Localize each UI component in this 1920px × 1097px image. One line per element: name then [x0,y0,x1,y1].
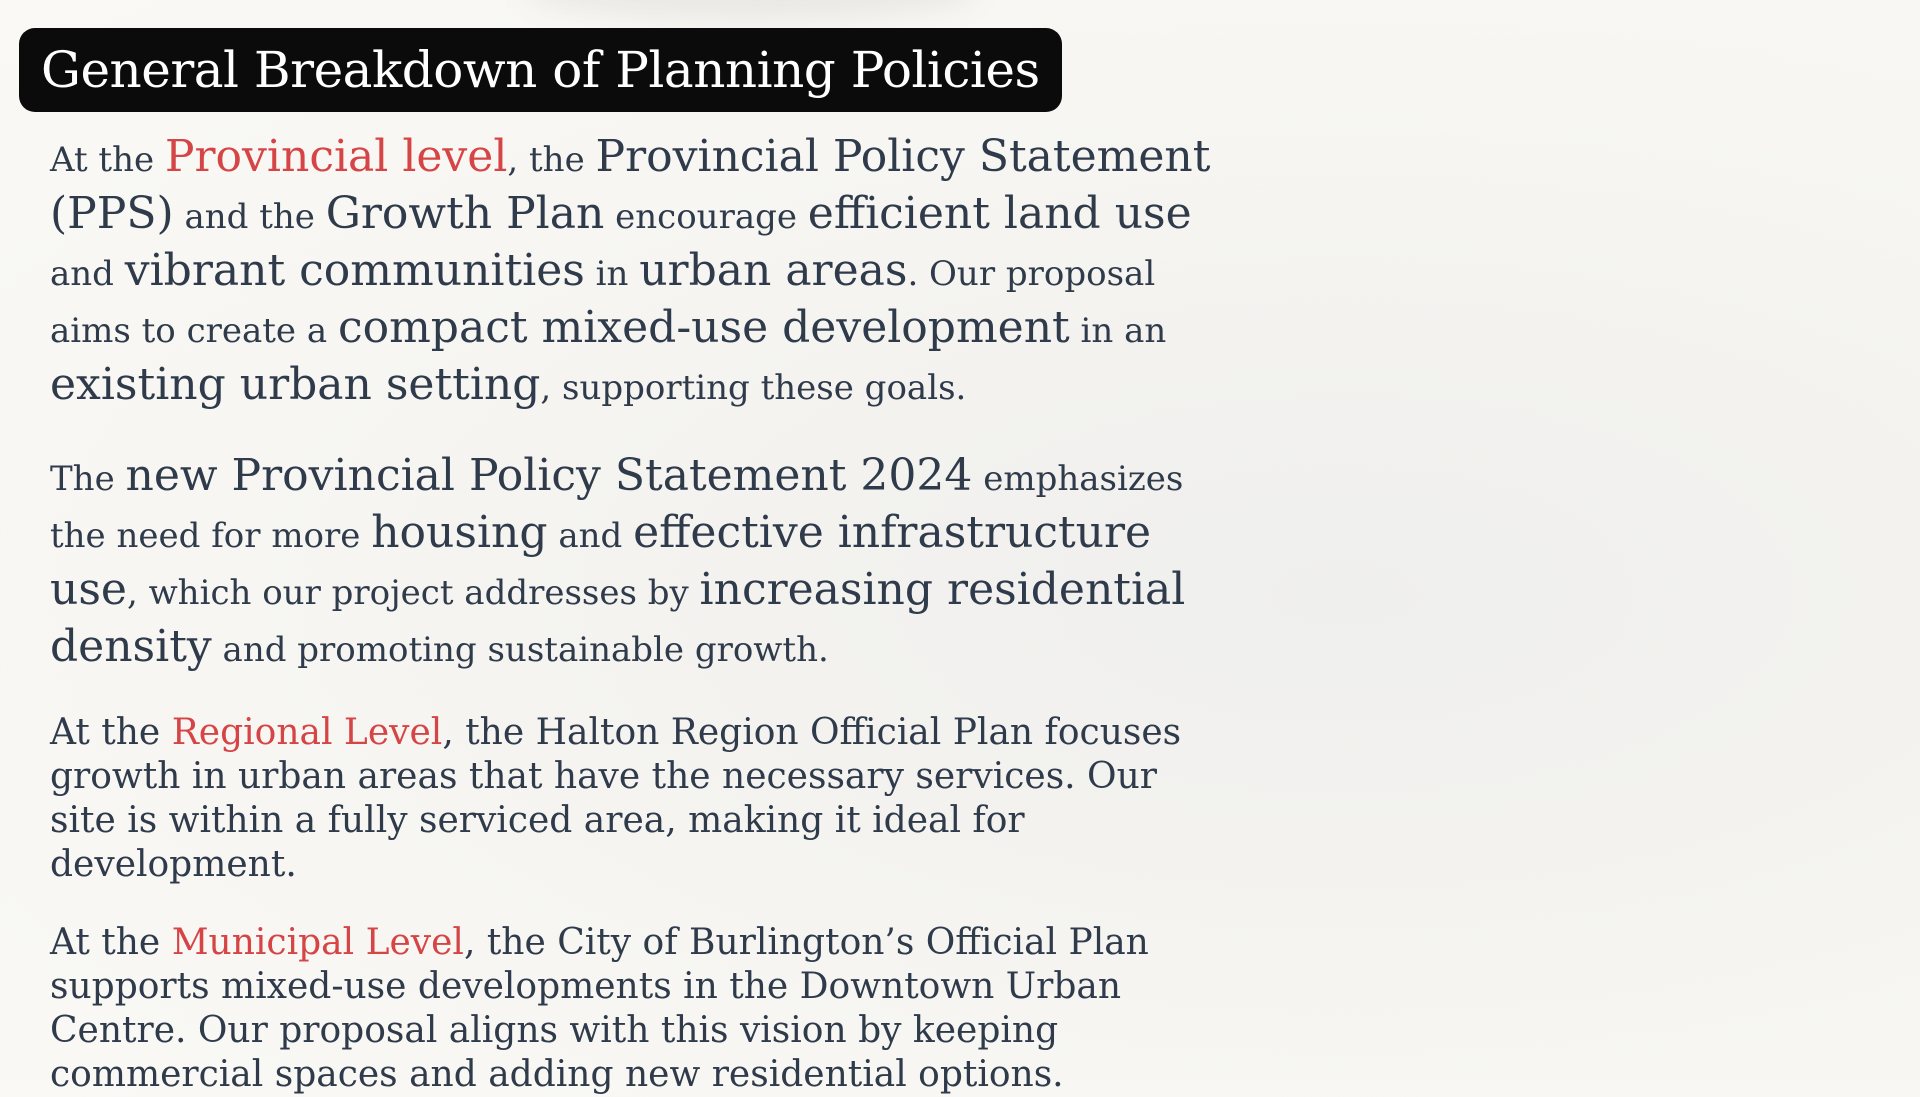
decorative-shadow [520,0,980,20]
municipal-paragraph [50,921,1230,1097]
text-span: , which our project addresses by [126,573,700,613]
urban-setting-emphasis: existing urban setting [50,359,541,410]
text-span: At the [50,140,165,180]
text-span: , the City of Burlington’s Official Plan supports mixed-use developments in the Downtown Urban Centre. Our proposal aligns with this vision by keeping commercial spaces and adding new residential options. [50,922,1149,1095]
efficient-land-use-emphasis: efficient land use [807,188,1192,239]
pps-emphasis: Provincial Policy Statement (PPS) [50,131,1211,239]
regional-level-highlight: Regional Level [171,712,443,753]
provincial-level-highlight: Provincial level [164,131,508,182]
text-span: and promoting sustainable growth. [211,630,829,670]
text-span: , the [507,140,596,180]
housing-emphasis: housing [371,507,548,558]
policy-content [50,130,1230,1097]
urban-areas-emphasis: urban areas [639,245,908,296]
compact-development-emphasis: compact mixed-use development [337,302,1070,353]
pps-2024-emphasis: new Provincial Policy Statement 2024 [125,450,973,501]
provincial-paragraph [50,130,1230,415]
regional-paragraph [50,711,1230,887]
text-span: The [50,459,126,499]
text-span: and the [173,197,326,237]
infrastructure-emphasis: effective infrastructure use [50,507,1152,615]
text-span: . Our proposal aims to create a [50,254,1156,351]
text-span: , supporting these goals. [540,368,967,408]
text-span: At the [50,712,172,753]
text-span: in [584,254,640,294]
text-span: encourage [604,197,808,237]
title-banner [19,28,1062,112]
text-span: and [50,254,125,294]
residential-density-emphasis: increasing residential density [50,564,1186,672]
vibrant-communities-emphasis: vibrant communities [124,245,585,296]
text-span: , the Halton Region Official Plan focuses growth in urban areas that have the necessary services. Our site is within a fully serviced area, making it ideal for development. [50,712,1182,885]
municipal-level-highlight: Municipal Level [171,922,464,963]
text-span: and [547,516,634,556]
text-span: emphasizes the need for more [50,459,1184,556]
text-span: At the [50,922,172,963]
page-title: General Breakdown of Planning Policies [41,41,1040,99]
text-span: in an [1069,311,1167,351]
pps-2024-paragraph [50,449,1230,677]
growth-plan-emphasis: Growth Plan [325,188,605,239]
